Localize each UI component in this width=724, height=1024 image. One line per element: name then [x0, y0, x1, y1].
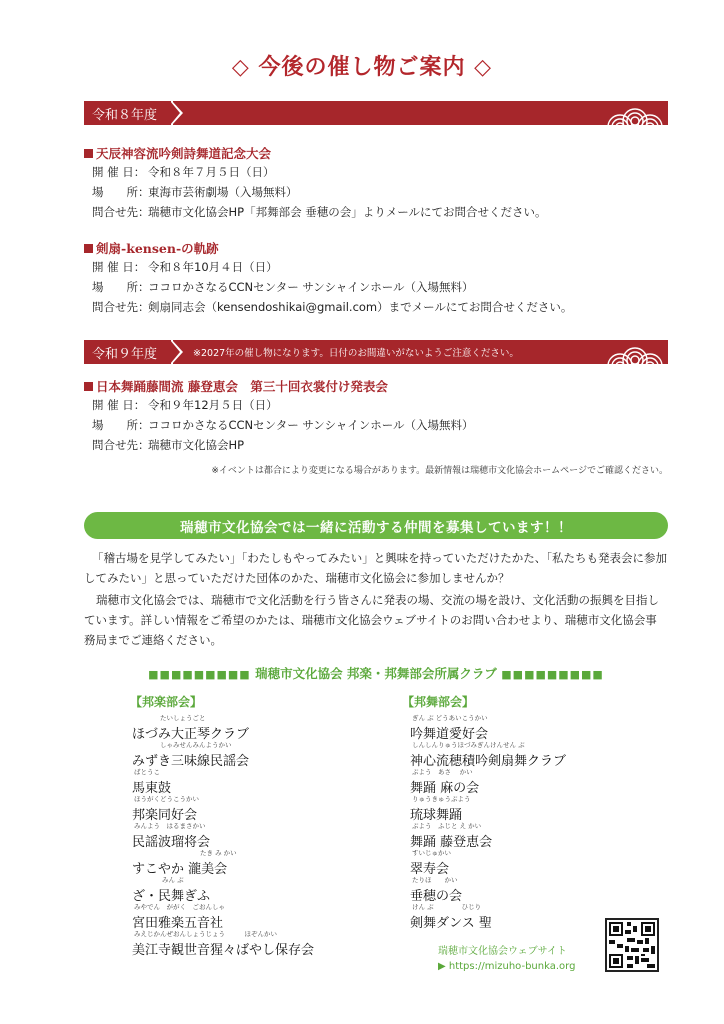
club-item: みんよう はるまさかい 民謡波瑠将会: [132, 822, 211, 850]
club-item: たいしょうごと ほづみ大正琴クラブ: [132, 714, 250, 742]
club-item: すいじゅかい 翠寿会: [410, 849, 451, 877]
website-block[interactable]: [438, 944, 575, 974]
event-contact: 問合せ先：瑞穂市文化協会HP: [92, 438, 245, 452]
section-note: ※2027年の催し物になります。日付のお間違いがないようご注意ください。: [193, 348, 519, 359]
seigaiha-wave-icon: [606, 340, 664, 364]
club-item: ぶよう あさ かい 舞踊 麻の会: [410, 768, 480, 796]
event-contact: 問合せ先：瑞穂市文化協会HP「邦舞部会 垂穂の会」よりメールにてお問合せください。: [92, 205, 547, 219]
qr-code-icon[interactable]: [605, 918, 659, 972]
houbu-heading: 【邦舞部会】: [402, 695, 475, 709]
section-tag: 令和８年度: [84, 101, 173, 125]
event-place: 場 所：ココロかさなるCCNセンター サンシャインホール（入場無料）: [92, 280, 474, 294]
club-item: りゅうきゅうぶよう 琉球舞踊: [410, 795, 471, 823]
club-item: みやでん ががく ごおんしゃ 宮田雅楽五音社: [132, 903, 225, 931]
recruit-paragraph: 「稽古場を見学してみたい」「わたしもやってみたい」と興味を持っていただけたかた、「私たちも発表会に参加してみたい」と思っていただけた団体のかた、瑞穂市文化協会に参加しませんか？: [84, 551, 667, 585]
section-band-r8: [84, 101, 668, 125]
section-tag: 令和９年度: [84, 340, 173, 364]
event-date: 開 催 日： 令和８年10月４日（日）: [92, 260, 278, 274]
club-item: ばとうこ 馬東鼓: [132, 768, 172, 796]
event-title: 日本舞踊藤間流 藤登恵会 第三十回衣裳付け発表会: [84, 377, 388, 395]
section-band-r9: [84, 340, 668, 364]
club-item: けん ぶ ひじり 剣舞ダンス 聖: [410, 903, 492, 931]
event-place: 場 所：ココロかさなるCCNセンター サンシャインホール（入場無料）: [92, 418, 474, 432]
event-title: 天辰神容流吟剣詩舞道記念大会: [84, 144, 271, 162]
page-title: ◇ 今後の催し物ご案内 ◇: [231, 54, 493, 80]
club-item: たき み かい すこやか 瀧美会: [132, 849, 237, 877]
website-link[interactable]: ▶ https://mizuho-bunka.org: [438, 961, 576, 972]
event-date: 開 催 日： 令和９年12月５日（日）: [92, 398, 278, 412]
seigaiha-wave-icon: [606, 101, 664, 125]
event-place: 場 所：東海市芸術劇場（入場無料）: [92, 185, 298, 199]
club-item: しゃみせんみんようかい みずき三味線民謡会: [132, 741, 250, 769]
disclaimer: ※イベントは都合により変更になる場合があります。最新情報は瑞穂市文化協会ホームページでご確認ください。: [211, 466, 668, 476]
event-contact: 問合せ先：剣扇同志会（kensendoshikai@gmail.com）までメールにてお問合せください。: [92, 300, 573, 314]
recruit-paragraph: 瑞穂市文化協会では、瑞穂市で文化活動を行う皆さんに発表の場、交流の場を設け、文化活動の振興を目指しています。詳しい情報をご希望のかたは、瑞穂市文化協会ウェブサイトのお問い合わせより、瑞穂市文化協会事務局までご連絡ください。: [84, 593, 660, 647]
event-title: 剣扇-kensen-の軌跡: [84, 239, 219, 257]
website-label: 瑞穂市文化協会ウェブサイト: [438, 946, 567, 957]
hougaku-heading: 【邦楽部会】: [130, 695, 203, 709]
club-item: ぶよう ふじと え かい 舞踊 藤登恵会: [410, 822, 493, 850]
club-item: しんしんりゅうほづみぎんけんせん ぶ 神心流穂積吟剣扇舞クラブ: [410, 741, 567, 769]
clubs-header: ■■■■■■■■■ 瑞穂市文化協会 邦楽・邦舞部会所属クラブ ■■■■■■■■■: [148, 666, 604, 681]
recruit-banner: 瑞穂市文化協会では一緒に活動する仲間を募集しています！！: [84, 512, 668, 539]
club-item: みえじかんぜおんしょうじょう ほぞんかい 美江寺観世音猩々ばやし保存会: [132, 930, 315, 958]
club-item: たりほ かい 垂穂の会: [410, 876, 463, 904]
club-item: みん ぶ ざ・民舞ぎふ: [132, 876, 211, 904]
club-item: ぎん ぶ どうあいこうかい 吟舞道愛好会: [410, 714, 489, 742]
club-item: ほうがくどうこうかい 邦楽同好会: [132, 795, 199, 823]
event-date: 開 催 日： 令和８年７月５日（日）: [92, 165, 275, 179]
